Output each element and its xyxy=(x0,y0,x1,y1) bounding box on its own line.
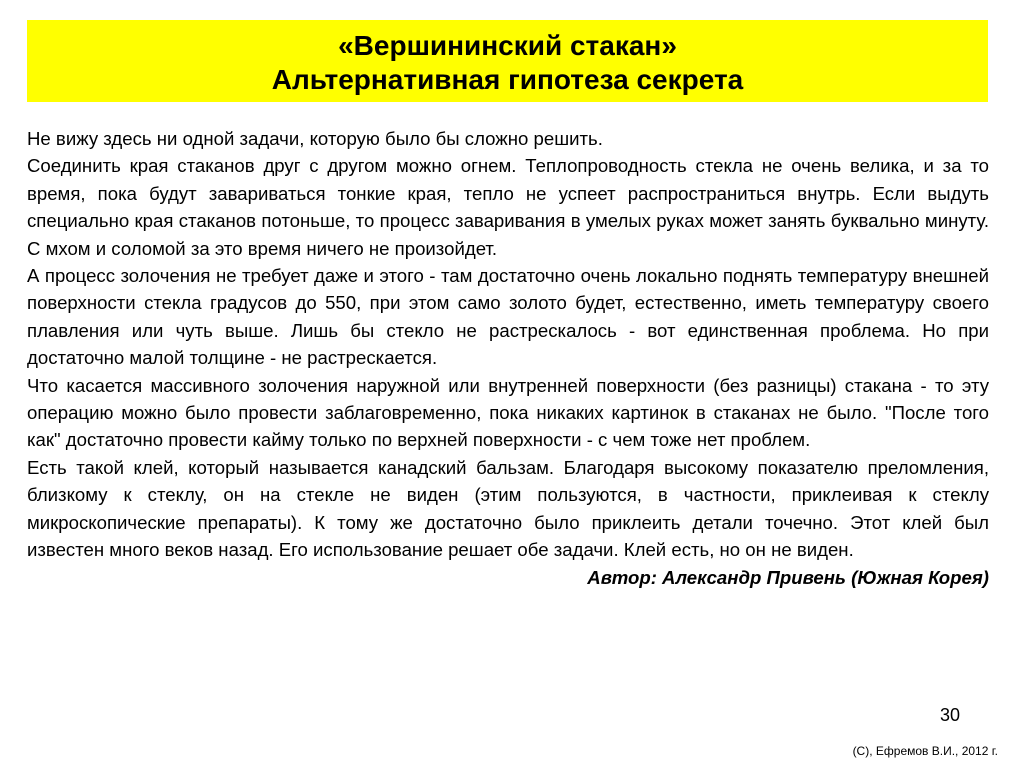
paragraph-gilding: А процесс золочения не требует даже и этого - там достаточно очень локально поднять температуру внешней поверхности стекла градусов до 550, при этом само золото будет, естественно, иметь температуру своего плавления или чуть выше. Лишь бы стекло не растрескалось - вот единственная проблема. Но при достаточно малой толщине - не растрескается. xyxy=(27,265,989,369)
paragraph-intro: Не вижу здесь ни одной задачи, которую было бы сложно решить. xyxy=(27,128,603,149)
copyright-notice: (С), Ефремов В.И., 2012 г. xyxy=(852,744,998,758)
page-number: 30 xyxy=(939,705,960,725)
slide-body xyxy=(27,125,989,591)
paragraph-joining-edges: Соединить края стаканов друг с другом можно огнем. Теплопроводность стекла не очень велика, и за то время, пока будут завариваться тонкие края, тепло не успеет распространиться внутрь. Если выдуть специально края стаканов потоньше, то процесс заваривания в умелых руках может занять буквально минуту. С мхом и соломой за это время ничего не произойдет. xyxy=(27,155,989,259)
slide-subtitle: Альтернативная гипотеза секрета xyxy=(271,64,744,95)
paragraph-massive-gilding: Что касается массивного золочения наружной или внутренней поверхности (без разницы) стакана - то эту операцию можно было провести заблаговременно, пока никаких картинок в стаканах не было. "После того как" достаточно провести кайму только по верхней поверхности - с чем тоже нет проблем. xyxy=(27,374,989,451)
author-credit: Автор: Александр Привень (Южная Корея) xyxy=(587,566,989,588)
slide-title: «Вершининский стакан» xyxy=(338,30,677,61)
paragraph-canada-balsam: Есть такой клей, который называется канадский бальзам. Благодаря высокому показателю преломления, близкому к стеклу, он на стекле не виден (этим пользуются, в частности, приклеивая к стеклу микроскопические препараты). К тому же достаточно было приклеить детали точечно. Этот клей был известен много веков назад. Его использование решает обе задачи. Клей есть, но он не виден. xyxy=(27,456,989,561)
slide-title-banner xyxy=(27,20,988,102)
